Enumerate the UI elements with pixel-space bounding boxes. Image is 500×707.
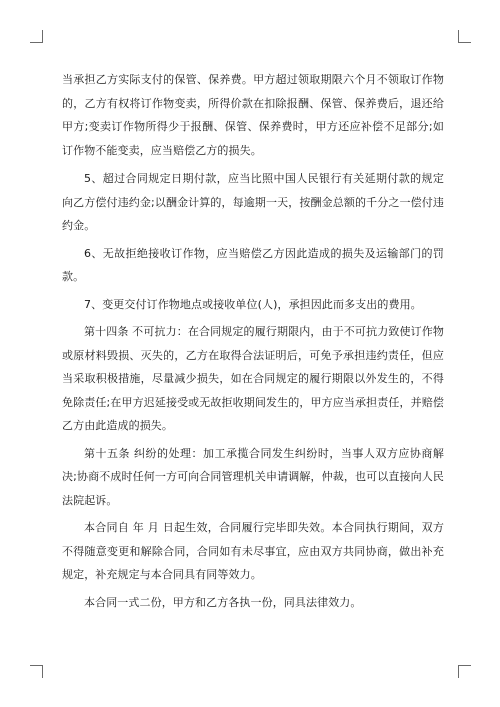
document-body (62, 68, 444, 614)
paragraph-late-payment: 5、超过合同规定日期付款，应当比照中国人民银行有关延期付款的规定向乙方偿付违约金;以酬金计算的，每逾期一天，按酬金总额的千分之一偿付违约金。 (62, 172, 444, 232)
crop-mark-top-right (458, 30, 471, 43)
paragraph-effective-date: 本合同自 年 月 日起生效，合同履行完毕即失效。本合同执行期间，双方不得随意变更和解除合同，合同如有未尽事宜，应由双方共同协商，做出补充规定，补充规定与本合同具有同等效力。 (62, 521, 444, 581)
paragraph-continuation: 当承担乙方实际支付的保管、保养费。甲方超过领取期限六个月不领取订作物的，乙方有权将订作物变卖，所得价款在扣除报酬、保管、保养费后，退还给甲方;变卖订作物所得少于报酬、保管、保养费时，甲方还应补偿不足部分;如订作物不能变卖，应当赔偿乙方的损失。 (62, 73, 444, 157)
paragraph-copies: 本合同一式二份，甲方和乙方各执一份，同具法律效力。 (84, 595, 362, 609)
crop-mark-bottom-left (30, 665, 43, 678)
paragraph-refusal: 6、无故拒绝接收订作物，应当赔偿乙方因此造成的损失及运输部门的罚款。 (62, 246, 444, 283)
paragraph-article-15: 第十五条 纠纷的处理：加工承揽合同发生纠纷时，当事人双方应协商解决;协商不成时任何一方可向合同管理机关申请调解，仲裁，也可以直接向人民法院起诉。 (62, 446, 444, 507)
paragraph-change-delivery: 7、变更交付订作物地点或接收单位(人)，承担因此而多支出的费用。 (84, 297, 422, 311)
crop-mark-top-left (30, 30, 43, 43)
crop-mark-bottom-right (458, 665, 471, 678)
paragraph-article-14: 第十四条 不可抗力：在合同规定的履行期限内，由于不可抗力致使订作物或原材料毁损、灭失的，乙方在取得合法证明后，可免予承担违约责任，但应当采取积极措施，尽量减少损失，如在合同规定的履行期限以外发生的，不得免除责任;在甲方迟延接受或无故拒收期间发生的，甲方应当承担责任，并赔偿乙方由此造成的损失。 (62, 325, 444, 432)
